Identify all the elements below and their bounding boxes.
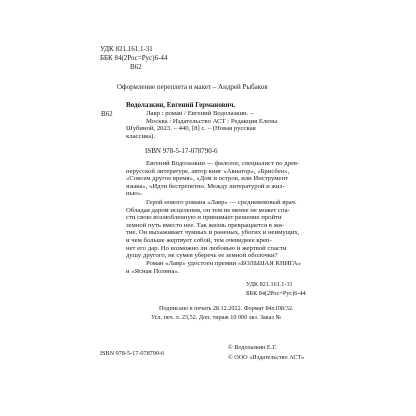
annotation-line: земной путь вместо нее. Так жизнь превращается в жи-	[126, 221, 285, 229]
udk-code: УДК 821.161.1-31	[100, 45, 153, 53]
imprint-line: Подписано в печать 28.12.2022. Формат 84х108/32.	[159, 305, 294, 312]
imprint-line: Усл. печ. л. 23,52. Доп. тираж 10 000 экз. Заказ №	[151, 314, 282, 321]
annotation-paragraph-2	[126, 199, 299, 260]
annotation-line: Евгений Водолазкин — филолог, специалист по древ-	[146, 160, 300, 167]
annotation-line: «Совсем другое время», «Дом и остров, или Инструмент	[126, 175, 289, 183]
annotation-paragraph-1	[126, 160, 299, 198]
biblio-line: Лавр : роман / Евгений Водолазкин. –	[146, 110, 254, 117]
annotation-line: нет его дар. Но возможно ли любовью и жертвой спасти	[126, 244, 287, 252]
annotation-line: нерусской литературе, автор книг «Авиатор», «Брисбен»,	[126, 167, 290, 175]
entry-isbn: ISBN 978-5-17-078790-6	[145, 147, 218, 155]
udk-code-bottom: УДК 821.161.1-31	[246, 281, 293, 288]
footer-isbn: ISBN 978-5-17-078790-6	[100, 350, 165, 357]
annotation-line: и «Ясная Поляна».	[126, 267, 180, 275]
biblio-line: классика).	[126, 132, 156, 140]
biblio-line: Шубиной, 2023. – 440, [8] с. – (Новая русская	[126, 125, 256, 133]
copyright-publisher: © ООО «Издательство АСТ»	[228, 354, 305, 361]
annotation-line: нью».	[126, 190, 143, 198]
author-name: Водолазкин, Евгений Германович.	[126, 101, 236, 109]
bibliographic-description	[126, 110, 278, 140]
annotation-line: Роман «Лавр» удостоен премии «БОЛЬШАЯ КНИГА»	[146, 260, 301, 267]
annotation-line: и чем больше жертвует собой, тем очевиднее креп-	[126, 236, 272, 244]
bbk-code-bottom: ББК 84(2Рос=Рус)6-44	[246, 290, 306, 297]
entry-code: В62	[101, 110, 113, 118]
copyright-author: © Водолазкин Е.Г.	[228, 344, 277, 351]
biblio-line: Москва : Издательство АСТ : Редакция Елены	[146, 117, 278, 125]
design-credit: Оформление переплета и макет – Андрей Рыбаков	[117, 83, 268, 91]
annotation-line: тие. Он выхаживает чумных и раненых, убогих и неимущих,	[126, 229, 300, 237]
annotation-line: языка», «Идти бестрепетно. Между литературой и жиз-	[126, 182, 285, 190]
author-sign-code: В62	[130, 63, 142, 71]
annotation-line: сти свою возлюбленную и принимает решение пройти	[126, 214, 282, 222]
annotation-line: Обладая даром исцеления, он тем не менее не может спа-	[126, 206, 290, 214]
annotation-line: Герой нового романа «Лавр» — средневековый врач.	[146, 199, 297, 206]
annotation-paragraph-3	[126, 260, 301, 275]
annotation-line: душу другого, не сумев уберечь ее земной оболочки?	[126, 252, 278, 260]
bbk-code: ББК 84(2Рос=Рус)6-44	[100, 54, 168, 62]
